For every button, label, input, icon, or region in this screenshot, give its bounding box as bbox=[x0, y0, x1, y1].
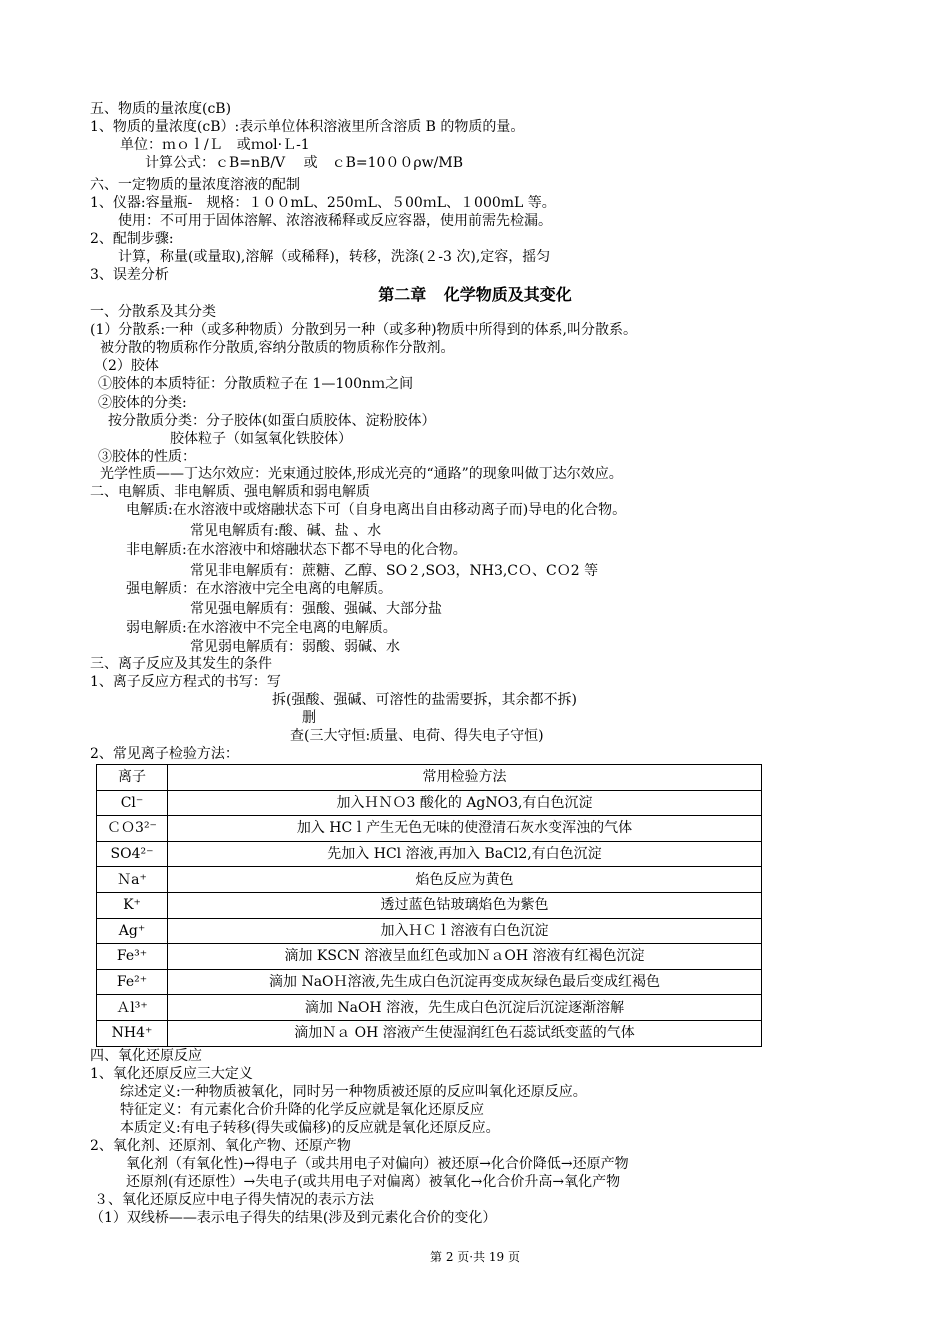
ch2-s3: 三、离子反应及其发生的条件 bbox=[90, 656, 272, 672]
ion-cell: K⁺ bbox=[97, 892, 168, 918]
ch2-s2g: 弱电解质:在水溶液中不完全电离的电解质。 bbox=[126, 620, 397, 636]
table-header-row bbox=[97, 765, 762, 791]
method-cell: 焰色反应为黄色 bbox=[168, 867, 762, 893]
ch2-s3a: 1、离子反应方程式的书写：写 bbox=[90, 674, 281, 690]
method-cell: 滴加 NaOH 溶液，先生成白色沉淀后沉淀逐渐溶解 bbox=[168, 995, 762, 1021]
sec4-line2: 综述定义:一种物质被氧化，同时另一种物质被还原的反应叫氧化还原反应。 bbox=[120, 1084, 587, 1100]
sec4-heading: 四、氧化还原反应 bbox=[90, 1048, 202, 1064]
table-row bbox=[97, 867, 762, 893]
ch2-s3d: 查(三大守恒:质量、电荷、得失电子守恒) bbox=[290, 728, 544, 744]
sec4-line9: （1）双线桥——表示电子得失的结果(涉及到元素化合价的变化） bbox=[90, 1210, 497, 1226]
sec4-line1: 1、氧化还原反应三大定义 bbox=[90, 1066, 253, 1082]
chapter-name: 化学物质及其变化 bbox=[443, 285, 572, 304]
table-header-ion: 离子 bbox=[97, 765, 168, 791]
sec6-line5: 3、误差分析 bbox=[90, 267, 169, 283]
ch2-s1c: （2）胶体 bbox=[94, 358, 159, 374]
method-cell: 加入ＨＮＯ3 酸化的 AgNO3,有白色沉淀 bbox=[168, 790, 762, 816]
ch2-s1i: 光学性质——丁达尔效应：光束通过胶体,形成光亮的“通路”的现象叫做丁达尔效应。 bbox=[100, 466, 623, 482]
ion-cell: Ｎa⁺ bbox=[97, 867, 168, 893]
ch2-s1f: 按分散质分类：分子胶体(如蛋白质胶体、淀粉胶体） bbox=[108, 413, 436, 429]
sec6-line3: 2、配制步骤: bbox=[90, 231, 174, 247]
ion-cell: Fe³⁺ bbox=[97, 944, 168, 970]
method-cell: 透过蓝色钴玻璃焰色为紫色 bbox=[168, 892, 762, 918]
ch2-s2d: 常见非电解质有：蔗糖、乙醇、SO２,SO3，NH3,CＯ、CＯ2 等 bbox=[190, 563, 599, 579]
ch2-s2: 二、电解质、非电解质、强电解质和弱电解质 bbox=[90, 484, 370, 500]
sec5-line1: 1、物质的量浓度(cB）:表示单位体积溶液里所含溶质 B 的物质的量。 bbox=[90, 119, 525, 135]
ch2-s2b: 常见电解质有:酸、碱、盐 、水 bbox=[190, 523, 382, 539]
table-row bbox=[97, 944, 762, 970]
method-cell: 滴加 NaOＨ溶液,先生成白色沉淀再变成灰绿色最后变成红褐色 bbox=[168, 969, 762, 995]
sec4-line5: 2、氧化剂、还原剂、氧化产物、还原产物 bbox=[90, 1138, 351, 1154]
table-row bbox=[97, 995, 762, 1021]
ch2-s2h: 常见弱电解质有：弱酸、弱碱、水 bbox=[190, 639, 400, 655]
ion-cell: SO4²⁻ bbox=[97, 841, 168, 867]
ch2-s1h: ③胶体的性质： bbox=[98, 449, 196, 465]
ch2-s3c: 删 bbox=[302, 710, 316, 726]
page-footer: 第 2 页·共 19 页 bbox=[430, 1250, 520, 1264]
table-row bbox=[97, 1020, 762, 1046]
sec5-heading: 五、物质的量浓度(cB) bbox=[90, 101, 232, 117]
method-cell: 滴加Ｎａ OH 溶液产生使湿润红色石蕊试纸变蓝的气体 bbox=[168, 1020, 762, 1046]
ion-cell: Fe²⁺ bbox=[97, 969, 168, 995]
ch2-s2c: 非电解质:在水溶液中和熔融状态下都不导电的化合物。 bbox=[126, 542, 467, 558]
ch2-s1d: ①胶体的本质特征：分散质粒子在 1—100nｍ之间 bbox=[98, 376, 414, 392]
method-cell: 先加入 HCl 溶液,再加入 BaCl2,有白色沉淀 bbox=[168, 841, 762, 867]
ch2-s1: 一、分散系及其分类 bbox=[90, 304, 216, 320]
sec6-line1: 1、仪器:容量瓶- 规格：１００mL、250ｍL、５00ｍL、１000mL 等。 bbox=[90, 195, 556, 211]
ion-cell: Ag⁺ bbox=[97, 918, 168, 944]
sec5-formula: 计算公式：ｃB=nB/V 或 ｃB=10００ρw/MB bbox=[145, 155, 463, 171]
sec4-line6: 氧化剂（有氧化性)→得电子（或共用电子对偏向）被还原→化合价降低→还原产物 bbox=[126, 1156, 629, 1172]
method-cell: 滴加 KSCN 溶液呈血红色或加ＮａOH 溶液有红褐色沉淀 bbox=[168, 944, 762, 970]
table-row bbox=[97, 918, 762, 944]
table-header-method: 常用检验方法 bbox=[168, 765, 762, 791]
ch2-s2e: 强电解质：在水溶液中完全电离的电解质。 bbox=[126, 581, 392, 597]
ion-cell: Ａl³⁺ bbox=[97, 995, 168, 1021]
ch2-s1b: 被分散的物质称作分散质,容纳分散质的物质称作分散剂。 bbox=[100, 340, 455, 356]
sec4-line3: 特征定义：有元素化合价升降的化学反应就是氧化还原反应 bbox=[120, 1102, 484, 1118]
sec4-line7: 还原剂(有还原性）→失电子(或共用电子对偏离）被氧化→化合价升高→氧化产物 bbox=[126, 1174, 621, 1190]
table-row bbox=[97, 892, 762, 918]
ch2-s1g: 胶体粒子（如氢氧化铁胶体） bbox=[170, 431, 352, 447]
ch2-s2f: 常见强电解质有：强酸、强碱、大部分盐 bbox=[190, 601, 442, 617]
ch2-s3b: 拆(强酸、强碱、可溶性的盐需要拆，其余都不拆) bbox=[272, 692, 577, 708]
ch2-s2a: 电解质:在水溶液中或熔融状态下可（自身电离出自由移动离子而)导电的化合物。 bbox=[126, 502, 627, 518]
table-row bbox=[97, 790, 762, 816]
ch2-s3e: 2、常见离子检验方法： bbox=[90, 746, 239, 762]
sec4-line4: 本质定义:有电子转移(得失或偏移)的反应就是氧化还原反应。 bbox=[120, 1120, 500, 1136]
ch2-s1e: ②胶体的分类: bbox=[98, 395, 187, 411]
ch2-s1a: (1）分散系:一种（或多种物质）分散到另一种（或多种)物质中所得到的体系,叫分散系。 bbox=[90, 322, 637, 338]
ion-cell: ＣＯ3²⁻ bbox=[97, 816, 168, 842]
table-row bbox=[97, 816, 762, 842]
ion-test-table bbox=[96, 764, 762, 1047]
method-cell: 加入 HCｌ产生无色无味的使澄清石灰水变浑浊的气体 bbox=[168, 816, 762, 842]
table-row bbox=[97, 841, 762, 867]
chapter-number: 第二章 bbox=[378, 285, 427, 304]
sec6-heading: 六、一定物质的量浓度溶液的配制 bbox=[90, 177, 300, 193]
method-cell: 加入ＨＣｌ溶液有白色沉淀 bbox=[168, 918, 762, 944]
sec6-line2: 使用：不可用于固体溶解、浓溶液稀释或反应容器，使用前需先检漏。 bbox=[118, 213, 552, 229]
sec6-line4: 计算，称量(或量取),溶解（或稀释)，转移，洗涤(２-3 次),定容，摇匀 bbox=[118, 249, 551, 265]
table-row bbox=[97, 969, 762, 995]
ion-cell: Cl⁻ bbox=[97, 790, 168, 816]
ion-cell: NH4⁺ bbox=[97, 1020, 168, 1046]
sec5-unit: 单位：ｍｏｌ/Ｌ 或ｍol·Ｌ-1 bbox=[120, 137, 310, 153]
sec4-line8: ３、氧化还原反应中电子得失情况的表示方法 bbox=[94, 1192, 374, 1208]
